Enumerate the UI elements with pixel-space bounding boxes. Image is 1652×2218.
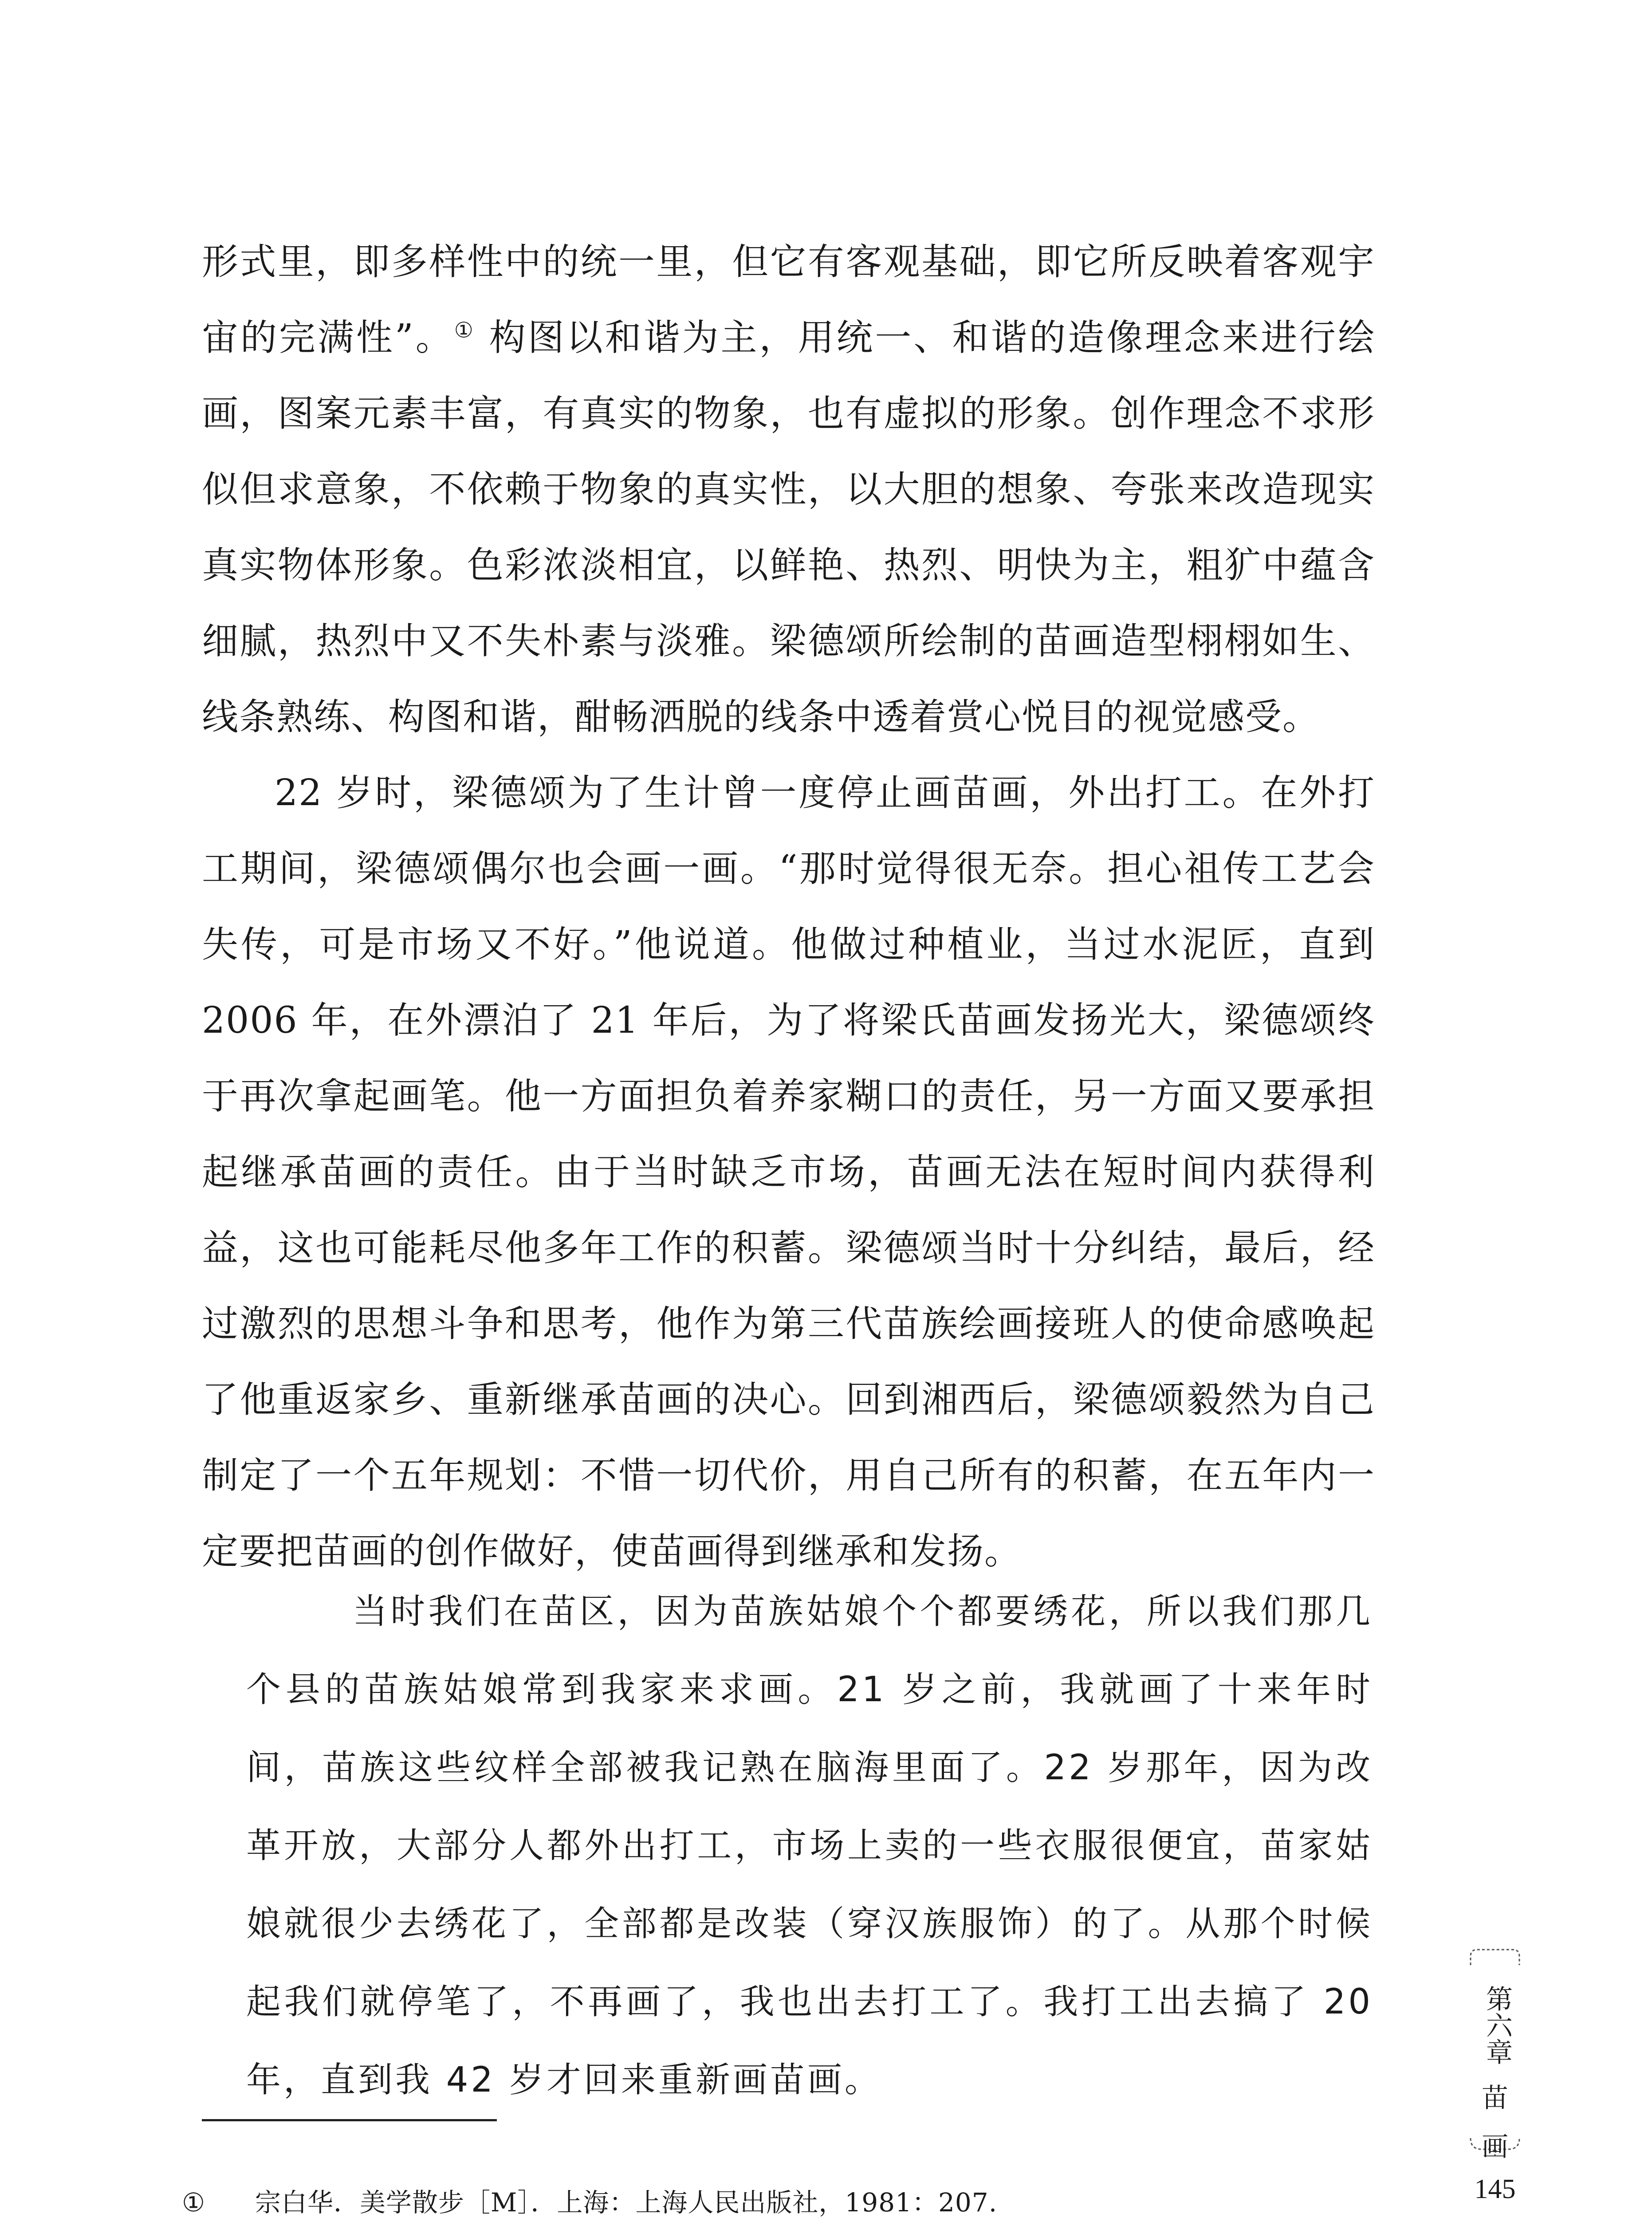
paragraph-1-text: 形式里，即多样性中的统一里，但它有客观基础，即它所反映着客观宇宙的完满性”。 [202,241,1375,359]
chapter-label: 第六章 [1482,1985,1513,2065]
body-text [202,224,1375,1589]
chapter-title [1468,2074,1522,2171]
footnote-text: 宗白华．美学散步［M］．上海：上海人民出版社，1981：207. [255,2187,998,2218]
block-quote: 当时我们在苗区，因为苗族姑娘个个都要绣花，所以我们那几个县的苗族姑娘常到我家来求画。21 岁之前，我就画了十来年时间，苗族这些纹样全部被我记熟在脑海里面了。22 岁那年，因为改革开放，大部分人都外出打工，市场上卖的一些衣服很便宜，苗家姑娘就很少去绣花了，全部都是改装（穿汉族服饰）的了。从那个时候起我们就停笔了，不再画了，我也出去打工了。我打工出去搞了 20 年，直到我 42 岁才回来重新画苗画。 [246,1592,1373,2100]
footnote [182,2185,1364,2218]
chapter-title-char-1: 苗 [1482,2083,1508,2114]
chapter-side-tab [1464,1907,1526,2218]
paragraph-1-continued: 构图以和谐为主，用统一、和谐的造像理念来进行绘画，图案元素丰富，有真实的物象，也有虚拟的形象。创作理念不求形似但求意象，不依赖于物象的真实性，以大胆的想象、夸张来改造现实真实物体形象。色彩浓淡相宜，以鲜艳、热烈、明快为主，粗犷中蕴含细腻，热烈中又不失朴素与淡雅。梁德颂所绘制的苗画造型栩栩如生、线条熟练、构图和谐，酣畅洒脱的线条中透着赏心悦目的视觉感受。 [202,317,1376,738]
chapter-title-char-2: 画 [1482,2131,1508,2163]
paragraph-1 [202,224,1375,755]
page-number: 145 [1474,2174,1516,2204]
footnote-divider [202,2119,497,2121]
footnote-reference[interactable]: ① [454,318,476,343]
footnote-mark: ① [182,2187,205,2218]
paragraph-2: 22 岁时，梁德颂为了生计曾一度停止画苗画，外出打工。在外打工期间，梁德颂偶尔也会画一画。“那时觉得很无奈。担心祖传工艺会失传，可是市场又不好。”他说道。他做过种植业，当过水泥匠，直到 2006 年，在外漂泊了 21 年后，为了将梁氏苗画发扬光大，梁德颂终于再次拿起画笔。他一方面担负着养家糊口的责任，另一方面又要承担起继承苗画的责任。由于当时缺乏市场，苗画无法在短时间内获得利益，这也可能耗尽他多年工作的积蓄。梁德颂当时十分纠结，最后，经过激烈的思想斗争和思考，他作为第三代苗族绘画接班人的使命感唤起了他重返家乡、重新继承苗画的决心。回到湘西后，梁德颂毅然为自己制定了一个五年规划：不惜一切代价，用自己所有的积蓄，在五年内一定要把苗画的创作做好，使苗画得到继承和发扬。 [202,772,1375,1573]
